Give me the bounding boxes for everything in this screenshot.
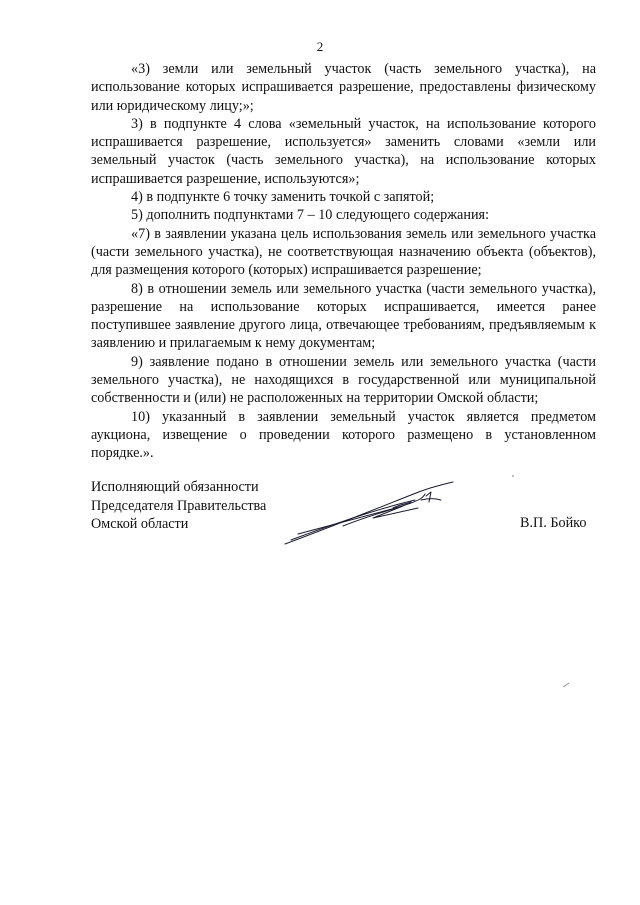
- position-line: Председателя Правительства: [91, 497, 267, 514]
- signatory-position: [91, 478, 266, 534]
- paragraph: 5) дополнить подпунктами 7 – 10 следующего содержания:: [131, 207, 490, 224]
- paragraph: 3) в подпункте 4 слова «земельный участок, на использование которого испрашивается разрешение, используется» заменить словами «земли или земельный участок (часть земельного участка), на использование которых испрашивается разрешение, используются»;: [91, 115, 596, 187]
- paragraph: 4) в подпункте 6 точку заменить точкой с запятой;: [131, 189, 435, 206]
- handwritten-signature: [283, 478, 468, 548]
- page-number: 2: [316, 39, 324, 54]
- position-line: Омской области: [91, 516, 189, 532]
- scan-mark: [562, 682, 570, 688]
- signatory-name: В.П. Бойко: [520, 515, 587, 531]
- position-line: Исполняющий обязанности: [91, 479, 259, 495]
- paragraph: «3) земли или земельный участок (часть земельного участка), на использование которых испрашивается разрешение, предоставлены физическому или юридическому лицу;»;: [91, 61, 596, 114]
- document-body: [91, 60, 596, 463]
- paragraph: «7) в заявлении указана цель использования земель или земельного участка (части земельного участка), не соответствующая назначению объекта (объектов), для размещения которого (которых) испрашивается разрешение;: [91, 225, 596, 279]
- paragraph: 9) заявление подано в отношении земель или земельного участка (части земельного участка), не находящихся в государственной или муниципальной собственности и (или) не расположенных на территории Омской области;: [91, 353, 596, 407]
- paragraph: 8) в отношении земель или земельного участка (части земельного участка), разрешение на использование которых испрашивается, имеется ранее поступившее заявление другого лица, отвечающее требованиям, предъявляемым к заявлению и прилагаемым к нему документам;: [91, 280, 596, 352]
- paragraph: 10) указанный в заявлении земельный участок является предметом аукциона, извещение о проведении которого размещено в установленном порядке.».: [91, 408, 596, 462]
- scan-mark: [510, 473, 516, 479]
